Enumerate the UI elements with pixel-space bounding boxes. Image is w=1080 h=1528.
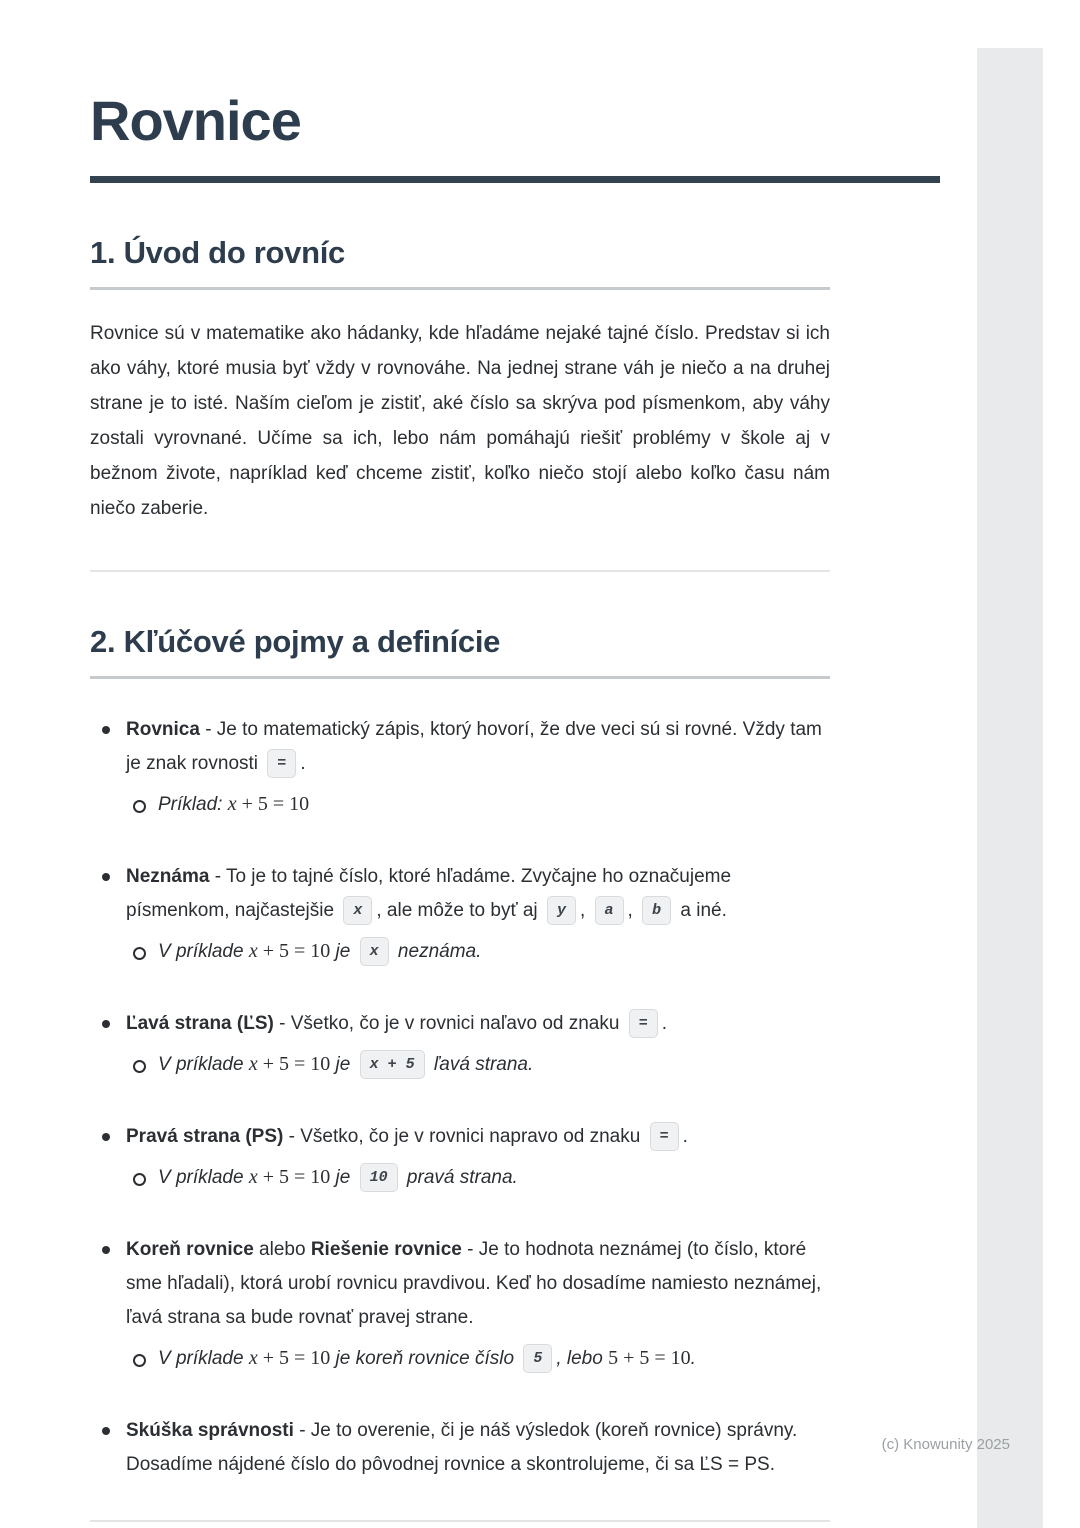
example-item (126, 1047, 830, 1082)
math-expression: x + 5 = 10 (248, 939, 331, 962)
definition-main (126, 860, 830, 928)
title-rule (90, 176, 940, 183)
example-list (126, 1160, 830, 1195)
scrollbar-track[interactable] (977, 48, 1043, 1528)
example-text: je (330, 940, 356, 962)
body-text: , (579, 899, 591, 921)
code-chip: = (267, 749, 296, 778)
example-text: V príklade (158, 1347, 249, 1369)
code-chip: b (642, 896, 671, 925)
code-chip: a (595, 896, 624, 925)
example-text: je (330, 1053, 356, 1075)
body-text: a iné. (675, 899, 727, 921)
definition-main (126, 713, 830, 781)
code-chip: y (547, 896, 576, 925)
body-text: - Všetko, čo je v rovnici napravo od znaku (283, 1125, 646, 1147)
definition-item (90, 1414, 830, 1482)
example-item (126, 934, 830, 969)
example-text: pravá strana. (401, 1166, 518, 1188)
code-chip: x (360, 937, 389, 966)
definition-item (90, 860, 830, 969)
body-text: , (627, 899, 639, 921)
body-text: - To je to tajné číslo, ktoré hľadáme. Zvyčajne ho označujeme písmenkom, najčastejšie (126, 865, 732, 921)
math-expression: 5 + 5 = 10 (608, 1346, 691, 1369)
section-1-heading: 1. Úvod do rovníc (90, 235, 830, 290)
math-expression: x + 5 = 10 (248, 1346, 331, 1369)
example-text: V príklade (158, 1166, 249, 1188)
section-2-heading: 2. Kľúčové pojmy a definície (90, 624, 830, 679)
body-text: alebo (253, 1238, 311, 1260)
definition-item (90, 1007, 830, 1082)
example-text: ľavá strana. (428, 1053, 534, 1075)
body-text: . (300, 752, 306, 774)
body-text: , ale môže to byť aj (376, 899, 543, 921)
example-text: V príklade (158, 1053, 249, 1075)
copyright-footer: (c) Knowunity 2025 (881, 1436, 1010, 1453)
definition-item (90, 1120, 830, 1195)
body-text: . (682, 1125, 688, 1147)
definition-main (126, 1233, 830, 1335)
term-label: Neznáma (126, 865, 210, 887)
example-text: Príklad: (158, 793, 228, 815)
term-label: Rovnica (126, 718, 200, 740)
page-title: Rovnice (90, 89, 301, 152)
term-label: Ľavá strana (ĽS) (126, 1012, 274, 1034)
example-item (126, 787, 830, 822)
bottom-divider (90, 1520, 830, 1522)
body-text: . (661, 1012, 668, 1034)
example-text: , lebo (556, 1347, 609, 1369)
example-text: je (330, 1166, 356, 1188)
example-item (126, 1160, 830, 1195)
code-chip: x (343, 896, 372, 925)
example-list (126, 934, 830, 969)
example-text: . (690, 1347, 696, 1369)
example-list (126, 787, 830, 822)
code-chip: x + 5 (360, 1050, 425, 1079)
example-text: neznáma. (392, 940, 482, 962)
example-list (126, 1047, 830, 1082)
section-divider (90, 570, 830, 572)
math-expression: x + 5 = 10 (248, 1165, 331, 1188)
definition-main (126, 1414, 830, 1482)
math-expression: x + 5 = 10 (227, 792, 310, 815)
term-label: Koreň rovnice (126, 1238, 254, 1260)
code-chip: = (650, 1122, 679, 1151)
term-label: Riešenie rovnice (310, 1238, 462, 1260)
code-chip: = (629, 1009, 658, 1038)
term-label: Skúška správnosti (126, 1419, 294, 1441)
definitions-list (90, 713, 830, 1482)
body-text: - Je to hodnota neznámej (to číslo, ktoré sme hľadali), ktorá urobí rovnicu pravdivou. Keď ho dosadíme namiesto neznámej, ľavá strana sa bude rovnať pravej strane. (126, 1238, 822, 1328)
math-expression: x + 5 = 10 (248, 1052, 331, 1075)
code-chip: 10 (360, 1163, 398, 1192)
definition-main (126, 1120, 830, 1154)
body-text: - Je to overenie, či je náš výsledok (koreň rovnice) správny. Dosadíme nájdené číslo do pôvodnej rovnice a skontrolujeme, či sa ĽS = PS. (126, 1419, 798, 1475)
intro-paragraph: Rovnice sú v matematike ako hádanky, kde hľadáme nejaké tajné číslo. Predstav si ich ako váhy, ktoré musia byť vždy v rovnováhe. Na jednej strane váh je niečo a na druhej strane je to isté. Naším cieľom je zistiť, aké číslo sa skrýva pod písmenkom, aby váhy zostali vyrovnané. Učíme sa ich, lebo nám pomáhajú riešiť problémy v škole aj v bežnom živote, napríklad keď chceme zistiť, koľko niečo stojí alebo koľko času nám niečo zaberie. (90, 322, 830, 519)
term-label: Pravá strana (PS) (126, 1125, 284, 1147)
document-page (90, 0, 830, 1522)
example-item (126, 1341, 830, 1376)
example-text: V príklade (158, 940, 249, 962)
definition-main (126, 1007, 830, 1041)
example-list (126, 1341, 830, 1376)
definition-item (90, 1233, 830, 1376)
body-text: - Je to matematický zápis, ktorý hovorí, že dve veci sú si rovné. Vždy tam je znak rovnosti (126, 718, 822, 774)
example-text: je koreň rovnice číslo (330, 1347, 520, 1369)
body-text: - Všetko, čo je v rovnici naľavo od znaku (273, 1012, 625, 1034)
definition-item (90, 713, 830, 822)
code-chip: 5 (523, 1344, 552, 1373)
